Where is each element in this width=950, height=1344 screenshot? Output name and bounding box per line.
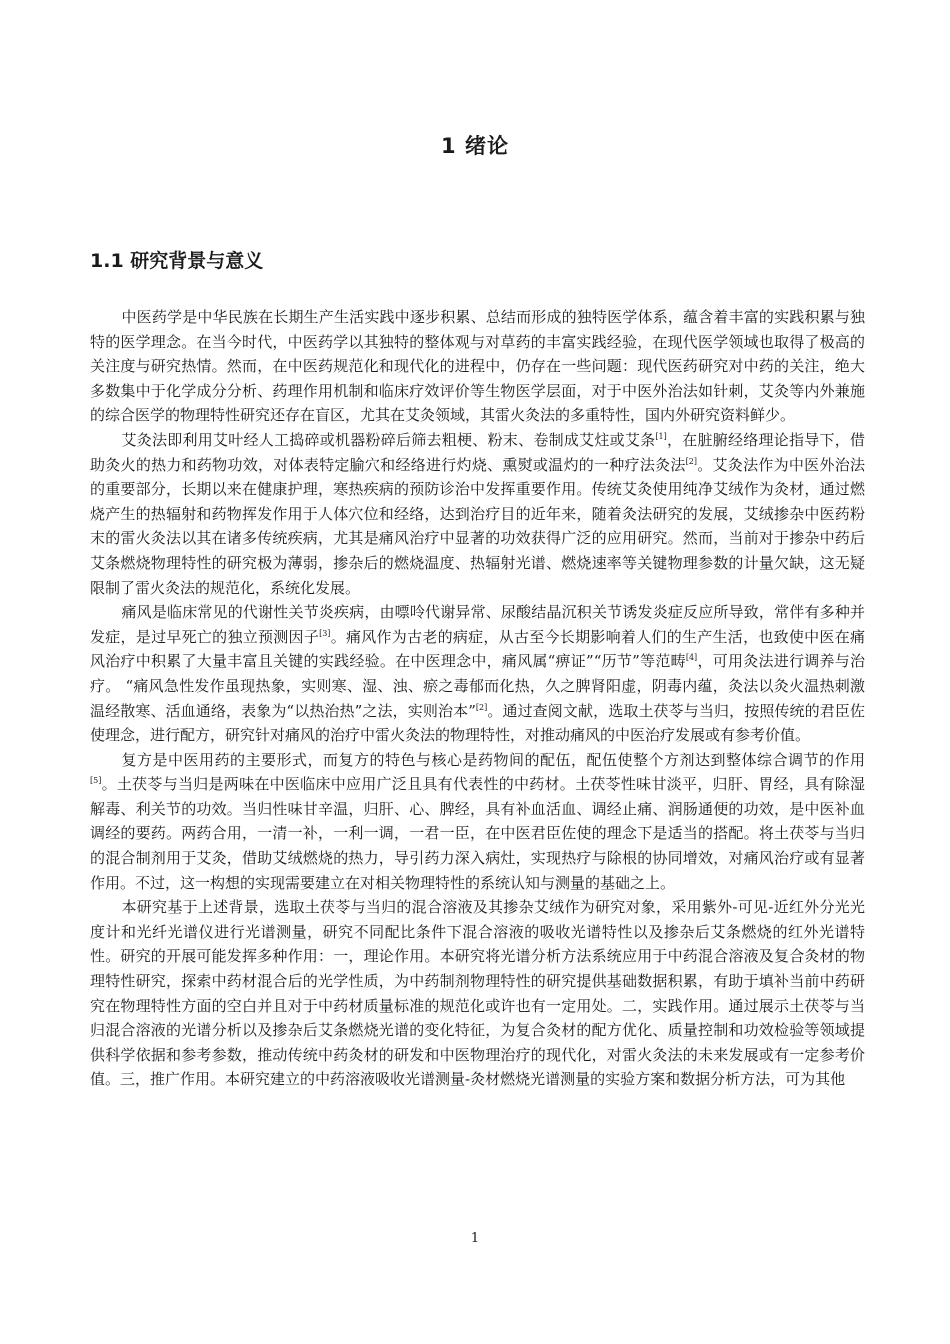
paragraph-text: 痛风是临床常见的代谢性关节炎疾病，由嘌呤代谢异常、尿酸结晶沉积关节诱发炎症反应所导致，常伴有多种并发症，是过早死亡的独立预测因子 [90,603,865,646]
paragraph-text: ，可用灸法进行调养与治疗。 “痛风急性发作虽现热象，实则寒、湿、浊、瘀之毒郁而化热，久之脾肾阳虚，阴毒内蕴，灸法以灸火温热刺激温经散寒、活血通络，表象为“以热治热”之法，实则治本” [90,652,865,720]
citation: [5] [90,776,102,786]
chapter-title: 1 绪论 [441,134,509,158]
paragraph-text: 。土茯苓与当归是两味在中医临床中应用广泛且具有代表性的中药材。土茯苓性味甘淡平，归肝、胃经，具有除湿解毒、利关节的功效。当归性味甘辛温，归肝、心、脾经，具有补血活血、调经止痛、润肠通便的功效，是中医补血调经的要药。两药合用，一清一补，一利一调，一君一臣，在中医君臣佐使的理念下是适当的搭配。将土茯苓与当归的混合制剂用于艾灸，借助艾绒燃烧的热力，导引药力深入病灶，实现热疗与除根的协同增效，对痛风治疗或有显著作用。不过，这一构想的实现需要建立在对相关物理特性的系统认知与测量的基础之上。 [90,775,865,892]
citation: [2] [685,456,697,466]
citation: [4] [685,653,698,663]
citation: [2] [475,702,488,712]
paragraph-text: 中医药学是中华民族在长期生产生活实践中逐步积累、总结而形成的独特医学体系，蕴含着丰富的实践积累与独特的医学理念。在当今时代，中医药学以其独特的整体观与对草药的丰富实践经验，在现代医学领域也取得了极高的关注度与研究热情。然而，在中医药规范化和现代化的进程中，仍存在一些问题：现代医药研究对中药的关注，绝大多数集中于化学成分分析、药理作用机制和临床疗效评价等生物医学层面，对于中医外治法如针刺，艾灸等内外兼施的综合医学的物理特性研究还存在盲区，尤其在艾灸领域，其雷火灸法的多重特性，国内外研究资料鲜少。 [90,308,865,425]
paragraph-text: 复方是中医用药的主要形式，而复方的特色与核心是药物间的配伍，配伍使整个方剂达到整体综合调节的作用 [121,750,865,769]
paragraph-text: 。艾灸法作为中医外治法的重要部分，长期以来在健康护理，寒热疾病的预防诊治中发挥重要作用。传统艾灸使用纯净艾绒作为灸材，通过燃烧产生的热辐射和药物挥发作用于人体穴位和经络，达到治疗目的近年来，随着灸法研究的发展，艾绒掺杂中医药粉末的雷火灸法以其在诸多传统疾病，尤其是痛风治疗中显著的功效获得广泛的应用研究。然而，当前对于掺杂中药后艾条燃烧物理特性的研究极为薄弱，掺杂后的燃烧温度、热辐射光谱、燃烧速率等关键物理参数的计量欠缺，这无疑限制了雷火灸法的规范化，系统化发展。 [90,455,865,597]
page-number: 1 [470,1231,480,1246]
body-text [90,305,865,1092]
paragraph-text: 本研究基于上述背景，选取土茯苓与当归的混合溶液及其掺杂艾绒作为研究对象，采用紫外-可见-近红外分光光度计和光纤光谱仪进行光谱测量，研究不同配比条件下混合溶液的吸收光谱特性以及掺杂后艾条燃烧的红外光谱特性。研究的开展可能发挥多种作用：一，理论作用。本研究将光谱分析方法系统应用于中药混合溶液及复合灸材的物理特性研究，探索中药材混合后的光学性质，为中药制剂物理特性的研究提供基础数据积累，有助于填补当前中药研究在物理特性方面的空白并且对于中药材质量标准的规范化或许也有一定用处。二，实践作用。通过展示土茯苓与当归混合溶液的光谱分析以及掺杂后艾条燃烧光谱的变化特征，为复合灸材的配方优化、质量控制和功效检验等领域提供科学依据和参考参数，推动传统中药灸材的研发和中医物理治疗的现代化，对雷火灸法的未来发展或有一定参考价值。三，推广作用。本研究建立的中药溶液吸收光谱测量-灸材燃烧光谱测量的实验方案和数据分析方法，可为其他 [90,898,865,1089]
paragraph-moxibustion [90,428,865,600]
section-title: 1.1 研究背景与意义 [90,250,264,272]
citation: [1] [655,431,667,441]
paragraph-compound [90,748,865,896]
paragraph-text: ，在脏腑经络理论指导下，借助灸火的热力和药物功效，对体表特定腧穴和经络进行灼烧、熏熨或温灼的一种疗法灸法 [90,430,865,474]
paragraph-background [90,305,865,428]
paragraph-gout [90,600,865,748]
paragraph-study [90,895,865,1092]
citation: [3] [319,628,331,638]
paragraph-text: 。通过查阅文献，选取土茯苓与当归，按照传统的君臣佐使理念，进行配方，研究针对痛风的治疗中雷火灸法的物理特性，对推动痛风的中医治疗发展或有参考价值。 [90,701,865,745]
paragraph-text: 艾灸法即利用艾叶经人工捣碎或机器粉碎后筛去粗梗、粉末、卷制成艾炷或艾条 [121,430,656,449]
paragraph-text: 。痛风作为古老的病症，从古至今长期影响着人们的生产生活，也致使中医在痛风治疗中积累了大量丰富且关键的实践经验。在中医理念中，痛风属“痹证”“历节”等范畴 [90,627,865,671]
